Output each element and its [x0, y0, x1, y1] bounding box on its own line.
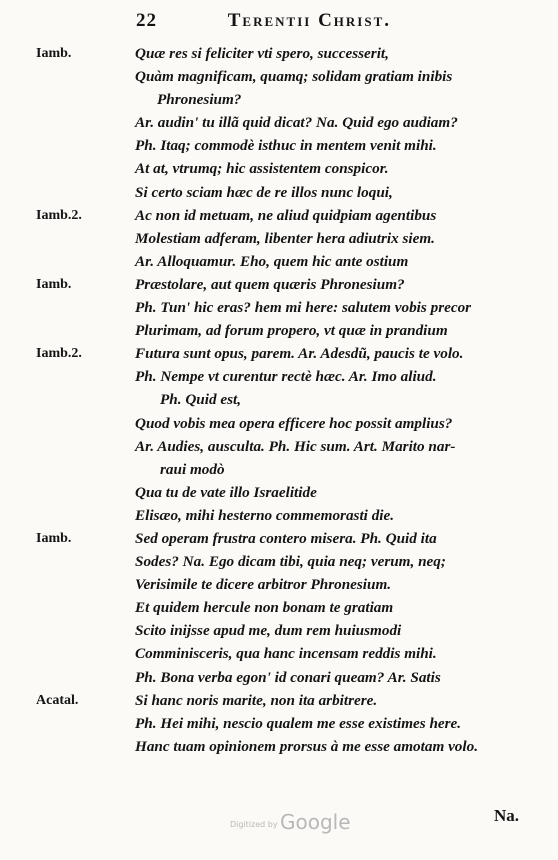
page-header [136, 10, 536, 32]
text-line [0, 619, 558, 642]
google-logo: Google [280, 810, 351, 834]
verse-text: Ar. Audies, ausculta. Ph. Hic sum. Art. Marito nar- [135, 437, 456, 455]
verse-text: Ph. Quid est, [160, 391, 242, 409]
verse-text: Præstolare, aut quem quæris Phronesium? [135, 275, 405, 293]
text-line [0, 504, 558, 527]
text-line [0, 388, 558, 411]
verse-text: raui modò [160, 460, 225, 478]
verse-text: Elisæo, mihi hesterno commemorasti die. [135, 506, 395, 524]
verse-text: Ph. Nempe vt curentur rectè hæc. Ar. Imo aliud. [135, 368, 437, 386]
text-line [0, 666, 558, 689]
verse-text: Si hanc noris marite, non ita arbitrere. [135, 691, 378, 709]
verse-text: Sodes? Na. Ego dicam tibi, quia neq; verum, neq; [135, 553, 446, 571]
text-line [0, 250, 558, 273]
verse-text: Qua tu de vate illo Israelitide [135, 483, 317, 501]
text-line [0, 435, 558, 458]
text-line [0, 88, 558, 111]
text-line [0, 227, 558, 250]
text-line [0, 735, 558, 758]
verse-text: Ar. Alloquamur. Eho, quem hic ante ostium [135, 252, 409, 270]
text-line [0, 111, 558, 134]
text-line [0, 342, 558, 365]
text-line [0, 689, 558, 712]
verse-text: Comminisceris, qua hanc incensam reddis mihi. [135, 645, 437, 663]
text-line [0, 296, 558, 319]
margin-note: Iamb.2. [36, 207, 82, 223]
text-line [0, 157, 558, 180]
verse-text: Si certo sciam hæc de re illos nunc loqui, [135, 183, 393, 201]
text-line [0, 550, 558, 573]
text-line [0, 65, 558, 88]
verse-text: Verisimile te dicere arbitror Phronesium. [135, 576, 392, 594]
text-line [0, 712, 558, 735]
text-line [0, 204, 558, 227]
text-line [0, 181, 558, 204]
verse-text: Et quidem hercule non bonam te gratiam [135, 599, 394, 617]
text-line [0, 134, 558, 157]
verse-text: Phronesium? [157, 91, 242, 109]
text-line [0, 273, 558, 296]
verse-text: Ph. Hei mihi, nescio qualem me esse existimes here. [135, 714, 462, 732]
running-title: Terentii Christ. [227, 10, 392, 31]
margin-note: Iamb. [36, 46, 72, 61]
margin-note: Iamb. [36, 276, 72, 292]
margin-note: Iamb. [36, 530, 72, 546]
digitized-by-label: Digitized by [230, 820, 278, 829]
text-line [0, 458, 558, 481]
catchword: Na. [494, 806, 520, 825]
margin-note: Acatal. [36, 692, 79, 708]
verse-text: Sed operam frustra contero misera. Ph. Quid ita [135, 529, 437, 547]
verse-text: Quàm magnificam, quamq; solidam gratiam inibis [135, 68, 453, 86]
verse-text: Plurimam, ad forum propero, vt quæ in prandium [135, 322, 448, 340]
text-line [0, 596, 558, 619]
page-number: 22 [136, 10, 157, 31]
text-block [0, 42, 558, 758]
verse-text: Scito inijsse apud me, dum rem huiusmodi [135, 622, 402, 640]
verse-text: Ar. audin' tu illã quid dicat? Na. Quid ego audiam? [135, 114, 458, 132]
text-line [0, 573, 558, 596]
text-line [0, 319, 558, 342]
text-line [0, 365, 558, 388]
digitized-watermark [230, 806, 350, 842]
verse-text: Hanc tuam opinionem prorsus à me esse amotam volo. [135, 737, 479, 755]
verse-text: Quod vobis mea opera efficere hoc possit amplius? [135, 414, 453, 432]
text-line [0, 642, 558, 665]
text-line [0, 527, 558, 550]
text-line [0, 42, 558, 65]
text-line [0, 481, 558, 504]
verse-text: Futura sunt opus, parem. Ar. Adesdũ, paucis te volo. [135, 345, 464, 363]
verse-text: At at, vtrumq; hic assistentem conspicor. [135, 160, 389, 178]
verse-text: Ac non id metuam, ne aliud quidpiam agentibus [135, 206, 437, 224]
verse-text: Molestiam adferam, libenter hera adiutrix siem. [135, 229, 435, 247]
text-line [0, 412, 558, 435]
verse-text: Ph. Tun' hic eras? hem mi here: salutem vobis precor [135, 299, 472, 317]
verse-text: Ph. Itaq; commodè isthuc in mentem venit mihi. [135, 137, 437, 155]
verse-text: Quæ res si feliciter vti spero, successerit, [135, 45, 389, 62]
margin-note: Iamb.2. [36, 346, 82, 362]
verse-text: Ph. Bona verba egon' id conari queam? Ar. Satis [135, 668, 441, 686]
